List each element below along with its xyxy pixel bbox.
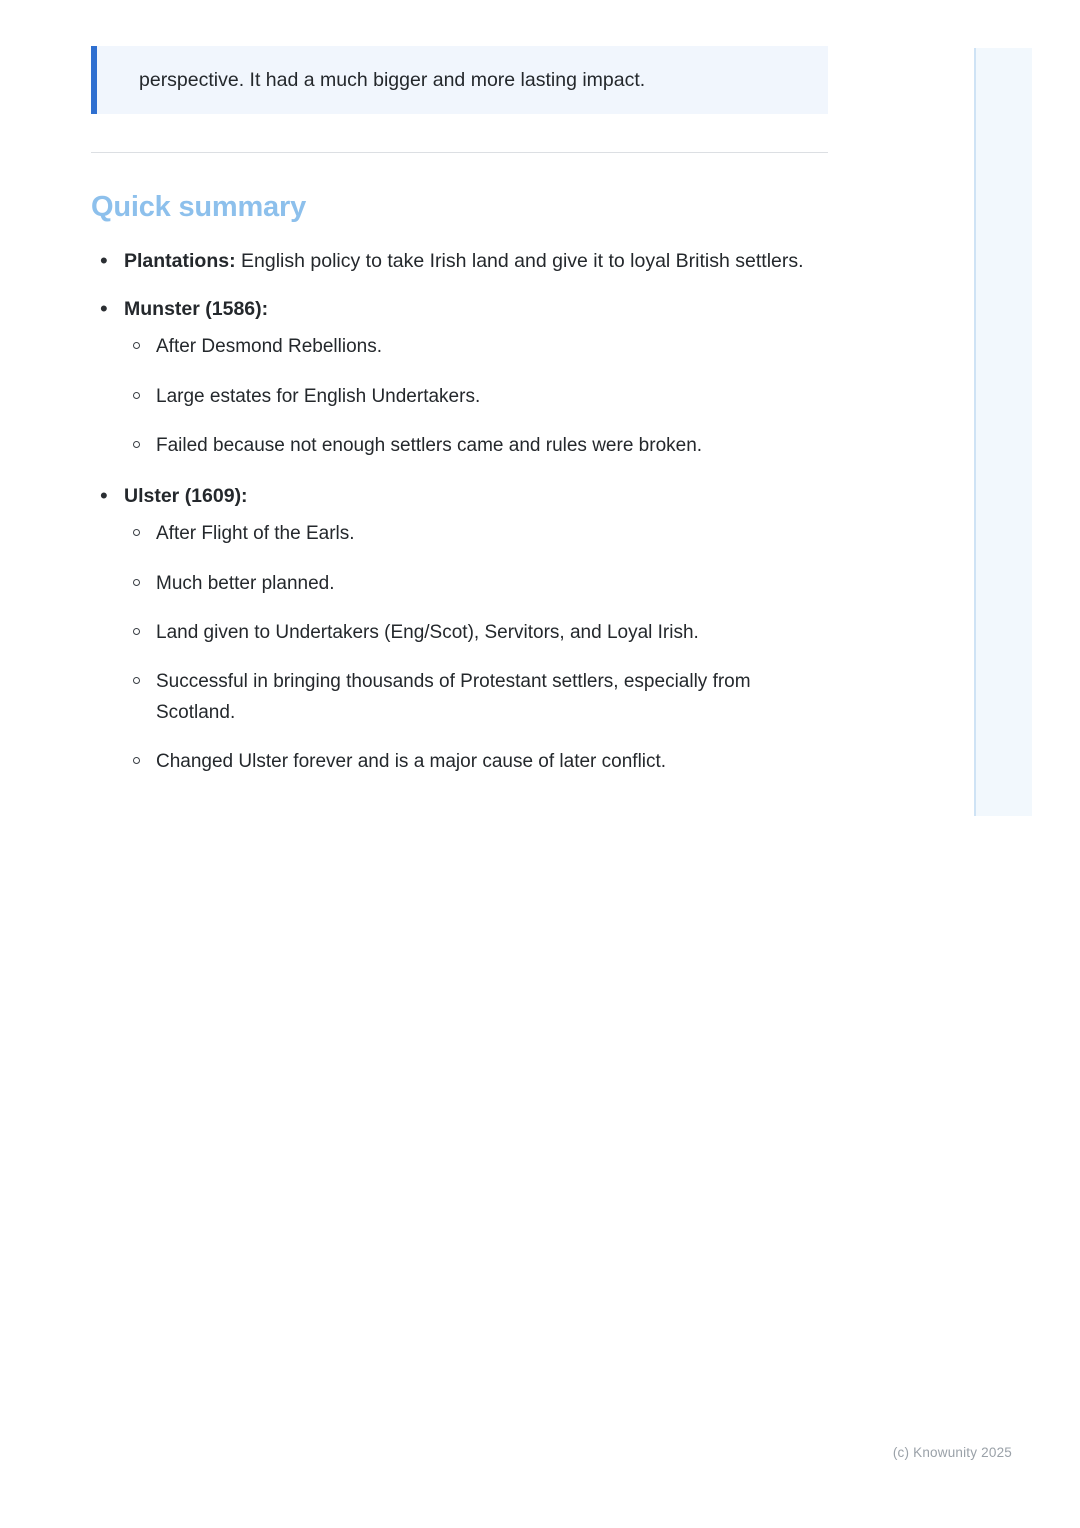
sub-list-item [124, 431, 828, 461]
sub-list-item-text: After Desmond Rebellions. [156, 336, 382, 358]
sub-list-item [124, 618, 828, 648]
sub-list-item-text: Land given to Undertakers (Eng/Scot), Servitors, and Loyal Irish. [156, 621, 699, 643]
sub-list-item [124, 569, 828, 599]
list-item-text [124, 481, 828, 513]
list-item [91, 294, 828, 462]
list-item [91, 481, 828, 778]
sub-list [124, 332, 828, 461]
sub-list-item-text: Failed because not enough settlers came and rules were broken. [156, 435, 703, 457]
list-item [91, 246, 828, 278]
sub-list-item-text: Changed Ulster forever and is a major cause of later conflict. [156, 751, 667, 773]
sub-list-item [124, 747, 828, 777]
sub-list-item-text: Large estates for English Undertakers. [156, 385, 481, 407]
section-divider [91, 152, 828, 153]
page-side-strip [974, 48, 1032, 816]
callout-block [91, 46, 828, 114]
list-item-lead: Plantations: [124, 250, 236, 273]
sub-list-item [124, 332, 828, 362]
list-item-lead: Munster (1586): [124, 297, 269, 320]
sub-list-item [124, 667, 828, 728]
footer-copyright: (c) Knowunity 2025 [892, 1445, 1012, 1460]
sub-list-item [124, 382, 828, 412]
callout-text: perspective. It had a much bigger and more lasting impact. [139, 69, 646, 91]
sub-list-item [124, 519, 828, 549]
summary-list [91, 246, 828, 777]
page-title: Quick summary [91, 191, 306, 224]
sub-list [124, 519, 828, 777]
list-item-text [124, 294, 828, 326]
sub-list-item-text: After Flight of the Earls. [156, 523, 355, 545]
list-item-rest: English policy to take Irish land and give it to loyal British settlers. [235, 250, 804, 273]
list-item-lead: Ulster (1609): [124, 484, 248, 507]
sub-list-item-text: Much better planned. [156, 572, 335, 594]
list-item-text [124, 246, 828, 278]
sub-list-item-text: Successful in bringing thousands of Protestant settlers, especially from Scotland. [156, 671, 751, 723]
document-page [91, 46, 828, 797]
